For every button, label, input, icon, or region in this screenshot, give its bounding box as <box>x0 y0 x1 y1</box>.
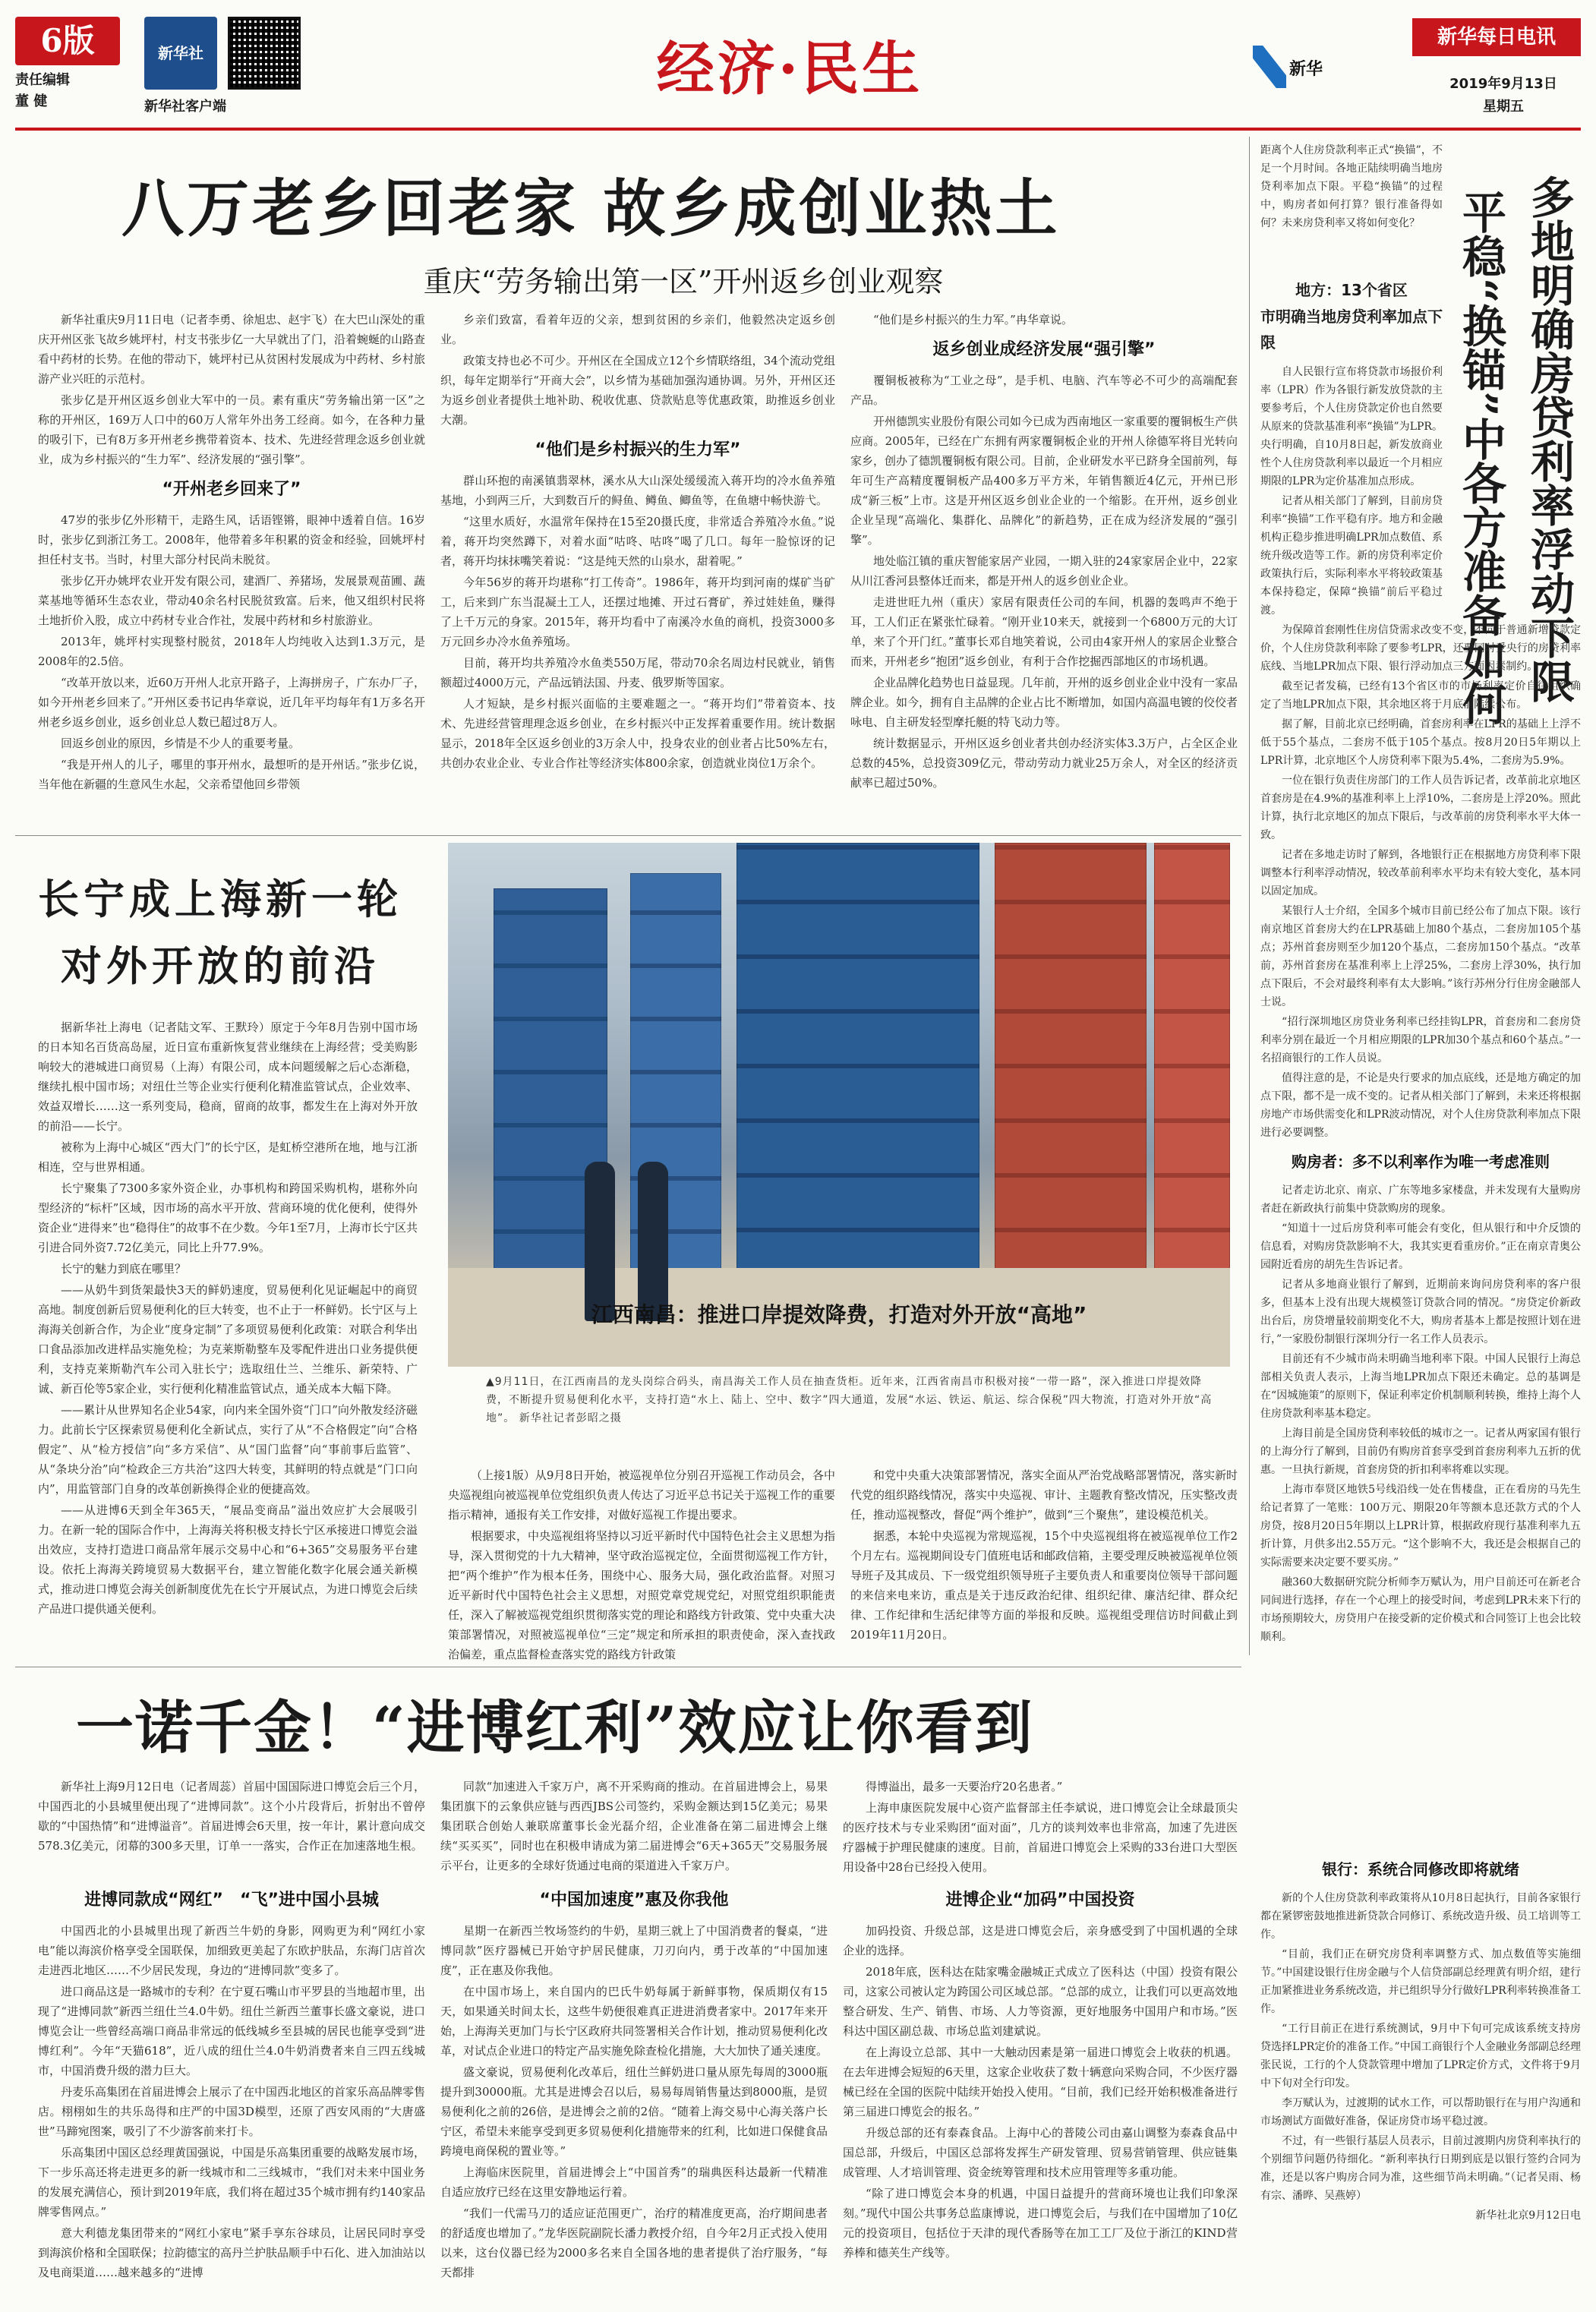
paragraph: 进口商品这是一路城市的专利？在宁夏石嘴山市平罗县的当地超市里，出现了“进博同款”新西兰纽仕兰4.0牛奶。纽仕兰新西兰董事长盛文豪说，进口博览会让一些曾经高端口商品非常远的低线城乡至县城的居民也能享受到“进博红利”。今年“天猫618”，近八成的纽仕兰4.0牛奶消费者来自三四五线城市，中国消费升级的潜力巨大。 <box>38 1985 426 2077</box>
article3-lead <box>38 1777 425 1883</box>
news-logo-icon <box>1253 30 1336 99</box>
article3-col2-top <box>440 1777 828 1883</box>
paragraph: 在上海设立总部、其中一大触动因素是第一届进口博览会上收获的机遇。在去年进博会短短的6天里，这家企业收获了数十辆意向采购合同，不少医疗器械已经在全国的医院中陆续开始投入使用。“目前，我们已经开始积极准备进行第三届进口博览会的报名。” <box>843 2045 1238 2118</box>
paragraph: 截至记者发稿，已经有13个省区市的市场利率定价自律组织确定了当地LPR加点下限，其余地区将于月底前陆续公布。 <box>1260 680 1581 711</box>
paragraph: 地处临江镇的重庆智能家居产业园，一期入驻的24家家居企业中，22家从川江香河县整体迁而来，都是开州人的返乡创业企业。 <box>850 554 1238 588</box>
officer-figure <box>638 1162 668 1321</box>
issue-date: 2019年9月13日 <box>1449 76 1557 92</box>
paragraph: 统计数据显示，开州区返乡创业者共创办经济实体3.3万户，占全区企业总数的45%，总投资309亿元，带动劳动力就业25万余人，对全区的经济贡献率已超过50%。 <box>850 736 1238 790</box>
paragraph: 开州德凯实业股份有限公司如今已成为西南地区一家重要的覆铜板生产供应商。2005年，已经在广东拥有两家覆铜板企业的开州人徐德军将目光转向家乡，创办了德凯覆铜板有限公司。目前，企业研发水平已跻身全国前列，每年可生产高精度覆铜板产品400多万平方米，年销售额近4亿元，开州已形成“新三板”上市。这是开州区返乡创业企业的一个缩影。在开州，返乡创业企业呈现“高端化、集群化、品牌化”的新趋势，正在成为经济发展的“强引擎”。 <box>850 415 1238 547</box>
article3-column-3 <box>843 1891 1238 2297</box>
article3-column-2 <box>440 1891 828 2297</box>
sidebar-intro: 距离个人住房贷款利率正式“换锚”，不足一个月时间。各地正陆续明确当地房贷利率加点下限。平稳“换锚”的过程中，购房者如何打算？银行准备得如何？未来房贷利率又将如何变化？ <box>1260 144 1443 229</box>
paragraph: 盛文豪说，贸易便利化改革后，纽仕兰鲜奶进口量从原先每周的3000瓶提升到30000瓶。尤其是进博会召以后，易易每周销售量达到8000瓶，是贸易便利化之前的26倍，是进博会之前的2倍。“随着上海交易中心海关落户长宁区，希望未来能享受到更多贸易便利化措施带来的红利，比如进口保健食品跨境电商保税的置业等。” <box>440 2065 828 2158</box>
paragraph: 上海市奉贤区地铁5号线沿线一处在售楼盘，正在看房的马先生给记者算了一笔账：100万元、期限20年等额本息还款方式的个人房贷，按8月20日5年期以上LPR计算，根据政府现行基准利率九五折计算，月供多出2.55万元。“这个影响不大，我还是会根据自己的实际需要来决定要不要买房。” <box>1260 1484 1581 1569</box>
article3-column-1 <box>38 1891 425 2297</box>
news-logo-text: 新华 <box>1289 60 1323 79</box>
page-number-badge <box>15 17 120 65</box>
port-photo <box>448 843 1230 1367</box>
paragraph: 在中国市场上，来自国内的巴氏牛奶每属于新鲜事物，保质期仅有15天，如果通关时间太长，这些牛奶便很难真正进进消费者家中。2017年来开始，上海海关更加门与长宁区政府共同签署相关合作计划，推动贸易便利化改革，对试点企业进口的特定产品实施免除查检化措施，大大加快了通关速度。 <box>440 1985 828 2058</box>
qr-code-icon[interactable] <box>228 17 301 90</box>
paragraph: 长宁聚集了7300多家外资企业，办事机构和跨国采购机构，堪称外向型经济的“标杆”区域，因市场的高水平开放、营商环境的优化便利，使得外资企业“进得来”也“稳得住”的故事不在少数。今年1至7月，上海市长宁区共引进合同外资7.72亿美元，同比上升77.9%。 <box>38 1181 418 1254</box>
xinhua-logo <box>144 17 217 90</box>
paragraph: 目前还有不少城市尚未明确当地利率下限。中国人民银行上海总部相关负责人表示，上海当地LPR加点下限还未确定。总的基调是在“因城施策”的原则下，保证利率定价机制顺利转换，维持上海个人住房贷款利率基本稳定。 <box>1260 1353 1581 1420</box>
article3-subhead-2: “中国加速度”惠及你我他 <box>539 1891 729 1910</box>
paragraph: 不过，有一些银行基层人员表示，目前过渡期内房贷利率执行的个别细节问题仍待细化。“新利率执行日期到底是以银行签约合同为准，还是以客户购房合同为准，这些细节尚未明确。”（记者吴雨、杨有宗、潘晔、吴燕婷） <box>1260 2135 1581 2202</box>
sidebar-column-1 <box>1260 363 1581 1643</box>
paragraph: 加码投资、升级总部，这是进口博览会后，亲身感受到了中国机遇的全球企业的选择。 <box>843 1924 1238 1957</box>
sidebar-subhead-3: 银行：系统合同修改即将就绪 <box>1322 1860 1519 1878</box>
article1-column-2 <box>440 310 835 826</box>
paragraph: 得博溢出，最多一天要治疗20名患者。” <box>866 1780 1063 1793</box>
paragraph: （上接1版）从9月8日开始，被巡视单位分别召开巡视工作动员会，各中央巡视组向被巡视单位党组织负责人传达了习近平总书记关于巡视工作的重要指示精神，通报有关工作安排，对做好巡视工作提出要求。 <box>448 1468 836 1522</box>
article1-column-1 <box>38 310 425 826</box>
paragraph: 新的个人住房贷款利率政策将从10月8日起执行，目前各家银行都在紧锣密鼓地推进新贷款合同修订、系统改造升级、员工培训等工作。 <box>1260 1892 1581 1941</box>
article1-subhead-3: 返乡创业成经济发展“强引擎” <box>932 340 1156 359</box>
paragraph: 今年56岁的蒋开均堪称“打工传奇”。1986年，蒋开均到河南的煤矿当矿工，后来到广东当混凝土工人，还摆过地摊、开过石膏矿，养过娃娃鱼，赚得了上千万元的身家。2015年，蒋开均看中了南溪冷水鱼的商机，投资3000多万元回乡办冷水鱼养殖场。 <box>440 576 835 648</box>
officer-figure <box>585 1162 615 1321</box>
paragraph: 上海申康医院发展中心资产监督部主任李斌说，进口博览会让全球最顶尖的医疗技术与专业采购团“面对面”，几方的谈判效率也非常高，加速了先进医疗器械于护理民健康的速度。目前，首届进口博览会上采购的33台进口大型医用设备中28台已经投入使用。 <box>843 1801 1238 1874</box>
paragraph: “改革开放以来，近60万开州人北京开路子，上海拼房子，广东办厂子，如今开州老乡回来了。”开州区委书记冉华章说，近几年平均每年有1万多名开州老乡返乡创业，返乡创业总人数已超过8万人。 <box>38 676 425 729</box>
article2-headline <box>23 866 418 1010</box>
article1-subhead-1: “开州老乡回来了” <box>162 480 301 499</box>
paragraph: 记者从相关部门了解到，目前房贷利率“换锚”工作平稳有序。地方和金融机构正稳步推进明确LPR加点数值、系统升级改造等工作。新的房贷利率定价政策执行后，实际利率水平将较政策基本保持稳定，保障“换锚”前后平稳过渡。 <box>1260 495 1443 617</box>
paragraph: 星期一在新西兰牧场签约的牛奶，星期三就上了中国消费者的餐桌，“进博同款”医疗器械已开始守护居民健康，刀刃向内，勇于改革的“中国加速度”，正在惠及你我他。 <box>440 1924 828 1977</box>
paragraph: 据了解，目前北京已经明确，首套房利率在LPR的基础上上浮不低于55个基点，二套房不低于105个基点。按8月20日5年期以上LPR计算，北京地区个人房贷利率下限为5.4%，二套房为5.9%。 <box>1260 718 1581 767</box>
logo-text: 新华社 <box>158 44 203 62</box>
paragraph: ——从进博6天到全年365天，“展品变商品”溢出效应扩大会展吸引力。在新一轮的国际合作中，上海海关将积极支持长宁区承接进口博览会溢出效应，支持打造进口商品常年展示交易中心和“6+365”交易服务平台建设。依托上海海关跨境贸易大数据平台，建立智能化数字化展会通关新模式，推动进口博览会海关创新制度优先在长宁开展试点，为进口博览会后续产品进口提供通关便利。 <box>38 1503 418 1616</box>
paragraph: 据悉，本轮中央巡视为常规巡视，15个中央巡视组将在被巡视单位工作2个月左右。巡视期间设专门值班电话和邮政信箱，主要受理反映被巡视单位领导班子及其成员、下一级党组织领导班子主要负责人和重要岗位领导干部问题的来信来电来访，重点是关于违反政治纪律、组织纪律、廉洁纪律、群众纪律、工作纪律和生活纪律等方面的举报和反映。巡视组受理信访时间截止到2019年11月20日。 <box>850 1529 1238 1642</box>
sidebar-vertical-headline-2: 平稳“换锚”中各方准备如何 <box>1455 190 1506 725</box>
paragraph: 目前，蒋开均共养殖冷水鱼类550万尾，带动70余名周边村民就业，销售额超过4000万元，产品远销法国、丹麦、俄罗斯等国家。 <box>440 656 835 689</box>
paragraph: 被称为上海中心城区“西大门”的长宁区，是虹桥空港所在地，地与江浙相连，空与世界相通。 <box>38 1140 418 1174</box>
paragraph: ——从奶牛到货架最快3天的鲜奶速度，贸易便利化见证崛起中的商贸高地。制度创新后贸易便利化的巨大转变，也不止于一杯鲜奶。长宁区与上海海关创新合作，为企业“度身定制”了多项贸易便利化政策：对联合利华出口食品添加改进样品实施免检；为克莱斯勒整车及零配件进出口业务提供便利，支持克莱斯勒汽车公司入驻长宁；选取纽仕兰、兰维乐、新荣特、广诚、新百伦等5家企业，实行便利化精准监管试点，通关成本大幅下降。 <box>38 1283 418 1396</box>
paragraph: 记者从多地商业银行了解到，近期前来询问房贷利率的客户很多，但基本上没有出现大规模签订贷款合同的情况。“房贷定价新政出台后，房贷增量较前期变化不大，购房者基本上都是按照计划在进行，”一家股份制银行深圳分行一名工作人员表示。 <box>1260 1279 1581 1345</box>
paragraph: 长宁的魅力到底在哪里？ <box>61 1262 187 1276</box>
paragraph: 据新华社上海电（记者陆文军、王默玲）原定于今年8月告别中国市场的日本知名百货高岛屋，近日宣布重新恢复营业继续在上海经营；受美购影响较大的港城进口商贸易（上海）有限公司，成本问题缓解之后心态渐稳，继续扎根中国市场；对纽仕兰等企业实行便利化精准监管试点，企业效率、效益双增长……这一系列变局，稳商，留商的故事，都发生在上海对外开放的前沿——长宁。 <box>38 1020 418 1133</box>
article3-headline: 一诺千金！“进博红利”效应让你看到 <box>76 1694 1034 1762</box>
paragraph: 记者走访北京、南京、广东等地多家楼盘，并未发现有大量购房者赶在新政执行前集中贷款购房的现象。 <box>1260 1184 1581 1215</box>
paragraph: 意大利德龙集团带来的“网红小家电”紧手享东谷球员，让居民同时享受到海滨价格和全国联保；拉韵德宝的高丹兰护肤品顺手中石化、进入加油站以及电商渠道……越来越多的“进博 <box>38 2226 426 2279</box>
caption-title: 江西南昌：推进口岸提效降费，打造对外开放“高地” <box>591 1302 1087 1327</box>
paragraph: 走进世旺九州（重庆）家居有限责任公司的车间，机器的轰鸣声不绝于耳，工人们正在紧张忙碌着。“刚开业10来天，就接到一个6800万元的大订单，来了个开门红。”董事长邓自地笑着说，公司由4家开州人的家居企业整合而来，开州老乡“抱团”返乡创业，有利于合作挖掘西部地区的市场机遇。 <box>850 595 1238 668</box>
paragraph: “他们是乡村振兴的生力军。”冉华章说。 <box>873 313 1073 326</box>
paragraph: 一位在银行负责住房部门的工作人员告诉记者，改革前北京地区首套房是在4.9%的基准利率上上浮10%，二套房是上浮20%。照此计算，执行北京地区的加点下限后，与改革前的房贷利率水平大体一致。 <box>1260 774 1581 841</box>
paragraph: 某银行人士介绍，全国多个城市目前已经公布了加点下限。该行南京地区首套房大约在LPR基础上加80个基点，二套房加105个基点；苏州首套房则至少加120个基点，二套房加150个基点。“改革前，苏州首套房在基准利率上上浮25%，二套房上浮30%，执行加点下限后，不会对最终利率有太大影响。”该行苏州分行住房金融部人士说。 <box>1260 905 1581 1008</box>
article2-headline-line1: 长宁成上海新一轮 <box>38 875 402 923</box>
article3-subhead-3: 进博企业“加码”中国投资 <box>945 1891 1135 1910</box>
paragraph: 新华社上海9月12日电（记者周蕊）首届中国国际进口博览会后三个月，中国西北的小县城里便出现了“进博同款”。这个小片段背后，折射出不曾停歇的“中国热情”和“进博溢音”。首届进博会6天里，按一年计，累计意向成交578.3亿美元，闭幕的300多天里，订单一一落实，合作正在加速落地生根。 <box>38 1780 425 1853</box>
paragraph: “招行深圳地区房贷业务利率已经挂钩LPR，首套房和二套房贷利率分别在最近一个月相应期限的LPR加30个基点和60个基点。”一名招商银行的工作人员说。 <box>1260 1016 1581 1065</box>
paragraph: 融360大数据研究院分析师李万赋认为，用户目前还可在新老合同间进行选择，存在一个心理上的接受时间，考虑到LPR未来下行的市场预期较大，房贷用户在接受新的定价模式和合同签订上也会比较顺利。 <box>1260 1576 1581 1643</box>
paragraph: 覆铜板被称为“工业之母”，是手机、电脑、汽车等必不可少的高端配套产品。 <box>850 374 1238 407</box>
paragraph: 中国西北的小县城里出现了新西兰牛奶的身影，网购更为利“网红小家电”能以海滨价格享受全国联保，加细致更美起了东欧护肤品，东海门店首次走进西北地区……不少居民发现，身边的“进博同款”变多了。 <box>38 1924 425 1977</box>
paragraph: 记者在多地走访时了解到，各地银行正在根据地方房贷利率下限调整本行利率浮动情况，较改革前利率水平均未有较大变化，基本同以固定加成。 <box>1260 849 1581 897</box>
paragraph: 和党中央重大决策部署情况，落实全面从严治党战略部署情况，落实新时代党的组织路线情况，落实中央巡视、审计、主题教育整改情况，压实整改责任，推动巡视整改，督促“两个维护”，做到“三个聚焦”，建设模范机关。 <box>850 1468 1238 1522</box>
masthead-rule <box>15 128 1581 131</box>
paragraph: 上海临床医院里，首届进博会上“中国首秀”的瑞典医科达最新一代精准自适应放疗已经在这里安静地运行着。 <box>440 2165 828 2199</box>
paragraph: 乡亲们致富，看着年迈的父亲，想到贫困的乡亲们，他毅然决定返乡创业。 <box>440 313 835 346</box>
paragraph: “我们一代需马刀的适应证范围更广，治疗的精准度更高，治疗期间患者的舒适度也增加了。”龙华医院副院长潘力教授介绍，自今年2月正式投入使用以来，这台仪器已经为2000多名来自全国各地的患者提供了治疗服务，“每天都排 <box>440 2206 828 2279</box>
paragraph: 企业品牌化趋势也日益显现。几年前，开州的返乡创业企业中没有一家品牌企业。如今，拥有自主品牌的企业占比不断增加，如国内高温电镀的佼佼者咏电、自主研发轻型摩托艇的特飞动力等。 <box>850 676 1238 729</box>
article1-subhead-2: “他们是乡村振兴的生力军” <box>535 440 741 459</box>
page-number: 6版 <box>40 22 95 59</box>
article2-body <box>38 1017 418 1616</box>
paragraph: 张步亿开办姚坪农业开发有限公司，建酒厂、养猪场，发展景观苗圃、蔬菜基地等循环生态农业，带动40余名村民脱贫致富。后来，他又组织村民将土地折价入股，成立中药材专业合作社，发展中药材和乡村旅游业。 <box>38 574 426 627</box>
paragraph: “这里水质好，水温常年保持在15至20摄氏度，非常适合养殖冷水鱼。”说着，蒋开均突然蹲下，对着水面“咕咚、咕咚”喝了几口。每年一脸惊讶的记者，蒋开均抹抹嘴笑着说：“这是纯天然的山泉水，甜着呢。” <box>440 515 835 568</box>
article1-headline: 八万老乡回老家 故乡成创业热土 <box>121 172 1061 245</box>
container-stack <box>736 843 979 1283</box>
paragraph: 人才短缺，是乡村振兴面临的主要难题之一。“蒋开均们”带着资本、技术、先进经营管理理念返乡创业，在乡村振兴中正发挥着重要作用。统计数据显示，2018年全区返乡创业的3万余人中，投身农业的创业者占比50%左右，共创办农业企业、专业合作社等经济实体800余家，创造就业岗位1万余个。 <box>440 697 835 770</box>
paragraph: 丹麦乐高集团在首届进博会上展示了在中国西北地区的首家乐高品牌零售店。栩栩如生的共乐岛得和庄严的中国3D模型，还原了西安风雨的“大唐盛世”马蹄宛图案，吸引了不少游客前来打卡。 <box>38 2085 426 2138</box>
inspection-column-2 <box>850 1465 1238 1663</box>
article1-subheadline: 重庆“劳务输出第一区”开州返乡创业观察 <box>423 265 944 298</box>
paragraph: “工行目前正在进行系统测试，9月中下旬可完成该系统支持房贷选择LPR定价的准备工作。”中国工商银行个人金融业务部副总经理张民说，工行的个人贷款管理中增加了LPR定价方式，文件将于9月中下旬对全行印发。 <box>1260 2023 1581 2090</box>
brand-name: 新华每日电讯 <box>1437 26 1556 49</box>
article2-headline-line2: 对外开放的前沿 <box>61 942 380 990</box>
sidebar-vertical-headline-1: 多地明确房贷利率浮动下限 <box>1523 175 1575 703</box>
paragraph: “我是开州人的儿子，哪里的事开州水，最想听的是开州话。”张步亿说，当年他在新疆的生意风生水起，父亲希望他回乡带领 <box>38 758 425 791</box>
column-divider <box>1249 137 1250 1655</box>
inspection-column-1 <box>448 1465 835 1663</box>
paragraph: 根据要求，中央巡视组将坚持以习近平新时代中国特色社会主义思想为指导，深入贯彻党的十九大精神，坚守政治巡视定位，全面贯彻巡视工作方针，把“两个维护”作为根本任务，围绕中心、服务大局，强化政治监督。对照习近平新时代中国特色社会主义思想，对照党章党规党纪，对照党组织职能责任，深入了解被巡视党组织贯彻落实党的理论和路线方针政策、党中央重大决策部署情况，对照被巡视单位“三定”规定和所承担的职责使命，深入查找政治偏差，重点监督检查落实党的路线方针政策 <box>448 1529 836 1661</box>
section-divider <box>15 835 1241 836</box>
brand-banner <box>1412 18 1581 56</box>
article3-subhead-1: 进博同款成“网红” “飞”进中国小县城 <box>84 1891 379 1910</box>
paragraph: 政策支持也必不可少。开州区在全国成立12个乡情联络组，34个流动党组织，每年定期举行“开商大会”，以乡情为基础加强沟通协调。另外，开州区还为返乡创业者提供土地补助、税收优惠、贷款贴息等优惠政策，助推返乡创业大潮。 <box>440 354 835 427</box>
editor-label: 责任编辑 <box>15 72 70 88</box>
paragraph: 新华社北京9月12日电 <box>1475 2209 1581 2222</box>
paragraph: 群山环抱的南溪镇翡翠林，溪水从大山深处缓缓流入蒋开均的冷水鱼养殖基地，小到两三斤，大到数百斤的鲟鱼、鳟鱼、鲫鱼等，在鱼塘中畅快游弋。 <box>440 474 835 507</box>
paragraph: 2013年，姚坪村实现整村脱贫，2018年人均纯收入达到1.3万元，是2008年的2.5倍。 <box>38 635 425 668</box>
photo-caption: ▲9月11日，在江西南昌的龙头岗综合码头，南昌海关工作人员在抽查货柜。近年来，江西省南昌市积极对接“一带一路”，深入推进口岸提效降费，不断提升贸易便利化水平，支持打造“水上、陆上、空中、数字”四大通道，发展“水运、铁运、航运、综合保税”四大物流，打造对外开放“高地”。 新华社记者彭昭之摄 <box>486 1376 1213 1424</box>
container-stack <box>1154 843 1230 1283</box>
paragraph: 回返乡创业的原因，乡情是不少人的重要考量。 <box>61 736 301 750</box>
sidebar-subhead-2: 购房者：多不以利率作为唯一考虑准则 <box>1292 1153 1550 1171</box>
sidebar-column-3 <box>1260 1860 1581 2297</box>
client-label: 新华社客户端 <box>144 99 226 115</box>
paragraph: 自人民银行宣布将贷款市场报价利率（LPR）作为各银行新发放贷款的主要参考后，个人住房贷款定价也自然要从原来的贷款基准利率“换锚”为LPR。央行明确，自10月8日起，新发放商业性个人住房贷款利率以最近一个月相应期限的LPR为定价基准加点形成。 <box>1260 366 1443 487</box>
paragraph: 李万赋认为，过渡期的试水工作，可以帮助银行在与用户沟通和市场测试方面做好准备，保证房贷市场平稳过渡。 <box>1260 2097 1581 2127</box>
sidebar-subhead-1b: 市明确当地房贷利率加点下限 <box>1260 308 1443 352</box>
editor-name: 董 健 <box>15 93 48 109</box>
paragraph: “目前，我们正在研究房贷利率调整方式、加点数值等实施细节。”中国建设银行住房金融与个人信贷部副总经理黄有明介绍，建行正加紧推进业务系统改造，并已组织导分行做好LPR利率转换准备工作。 <box>1260 1948 1581 2015</box>
paragraph: “除了进口博览会本身的机遇，中国日益提升的营商环境也让我们印象深刻。”现代中国公共事务总监康博说，进口博览会后，与我们在中国增加了10亿元的投资项目，包括位于天津的现代香肠等在加工工厂及位于浙江的KIND营养棒和德芙生产线等。 <box>843 2187 1238 2260</box>
editor-block <box>15 70 121 123</box>
sidebar-subhead-1a: 地方：13个省区 <box>1295 281 1408 299</box>
paragraph: 上海目前是全国房贷利率较低的城市之一。记者从两家国有银行的上海分行了解到，目前仍有购房首套享受到首套房利率九五折的优惠。一旦执行新规，首套房贷的折扣利率将难以实现。 <box>1260 1427 1581 1476</box>
paragraph: 乐高集团中国区总经理黄国强说，中国是乐高集团重要的战略发展市场，下一步乐高还将走进更多的新一线城市和二三线城市，“我们对未来中国业务的发展充满信心，预计到2019年底，我们将在超过35个城市拥有约140家品牌零售网点。” <box>38 2146 426 2219</box>
article1-column-3 <box>850 310 1238 826</box>
paragraph: 为保障首套刚性住房信贷需求改变不变，不同于普通新增贷款定价，个人住房贷款利率除了要参考LPR，还要同时受央行的房贷利率底线、当地LPR加点下限、银行浮动加点三方面因素制约。 <box>1260 624 1581 673</box>
section-title: 经济·民生 <box>656 35 923 103</box>
paragraph: “知道十一过后房贷利率可能会有变化，但从银行和中介反馈的信息看，对购房贷款影响不大，我其实更看重房价。”正在南京青奥公园附近看房的胡先生告诉记者。 <box>1260 1222 1581 1271</box>
paragraph: 值得注意的是，不论是央行要求的加点底线，还是地方确定的加点下限，都不是一成不变的。记者从相关部门了解到，未来还将根据房地产市场供需变化和LPR波动情况，对个人住房贷款利率加点下限进行必要调整。 <box>1260 1072 1581 1139</box>
container-stack <box>995 843 1147 1283</box>
paragraph: 升级总部的还有泰森食品。上海中心的普陵公司由嘉山调整为泰森食品中国总部，升级后，中国区总部将发挥生产研发管理、贸易营销管理、供应链集成管理、人才培训管理、资金统筹管理和技术应用管理等多重功能。 <box>843 2126 1238 2179</box>
paragraph: 新华社重庆9月11日电（记者李勇、徐旭忠、赵宇飞）在大巴山深处的重庆开州区张飞故乡姚坪村，村支书张步亿一大早就出了门，沿着蜿蜒的山路查看中药材的长势。在他的带动下，姚坪村已从贫困村发展成为中药材、乡村旅游产业兴旺的示范村。 <box>38 313 426 386</box>
paragraph: 47岁的张步亿外形精干，走路生风，话语铿锵，眼神中透着自信。16岁时，张步亿到浙江务工。2008年，他带着多年积累的资金和经验，回姚坪村担任村支书。当时，村里大部分村民尚未脱贫。 <box>38 513 425 566</box>
issue-weekday: 星期五 <box>1483 99 1524 115</box>
paragraph: 2018年底，医科达在陆家嘴金融城正式成立了医科达（中国）投资有限公司，这家公司被认定为跨国公司区域总部。“总部的成立，让我们可以更高效地整合研发、生产、销售、市场、人力等资源，更好地服务中国用户和市场。”医科达中国区副总裁、市场总监刘建斌说。 <box>843 1965 1238 2038</box>
paragraph: ——累计从世界知名企业54家，向内来全国外资“门口”向外散发经济磁力。此前长宁区探索贸易便利化全新试点，实行了从“不合格假定”向“合格假定”、从“检方授信”向“多方采信”、从“国门监督”向“事前事后监管”、从“条块分治”向“检政企三方共治”这四大转变，其鲜明的特点就是“门口向内”，用监管部门自身的改革创新换得企业的便捷高效。 <box>38 1403 418 1496</box>
paragraph: 同款“加速进入千家万户，离不开采购商的推动。在首届进博会上，易果集团旗下的云象供应链与西西JBS公司签约，采购金额达到15亿美元；易果集团联合创始人兼联席董事长金光磊介绍，企业准备在第二届进博会上继续“买买买”，同时也在积极申请成为第二届进博会“6天+365天”交易服务展示平台，让更多的全球好货通过电商的渠道进入千家万户。 <box>440 1780 828 1872</box>
paragraph: 张步亿是开州区返乡创业大军中的一员。素有重庆“劳务输出第一区”之称的开州区，169万人口中的60万人常年外出务工经商。如今，在各种力量的吸引下，已有8万多开州老乡携带着资本、技术、先进经营理念返乡创业就业，成为乡村振兴的“生力军”、经济发展的“强引擎”。 <box>38 393 425 466</box>
article3-col3-top <box>843 1777 1238 1883</box>
